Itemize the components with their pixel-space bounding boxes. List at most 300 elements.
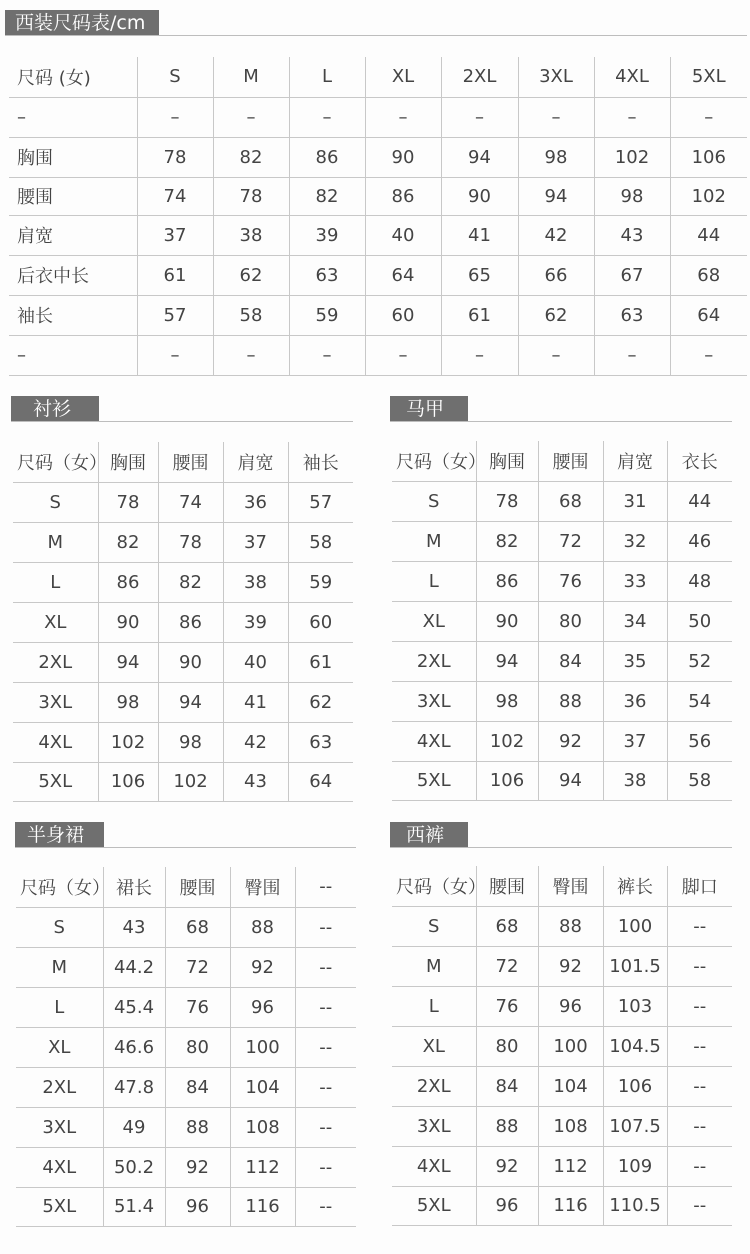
table-cell: 58: [288, 522, 353, 562]
table-cell: 44: [667, 481, 732, 521]
table-cell: 34: [603, 601, 667, 641]
table-cell: 62: [288, 682, 353, 722]
table-row: [392, 481, 732, 521]
table-cell: 61: [137, 255, 213, 295]
table-cell: 84: [165, 1067, 230, 1107]
table-cell: 98: [98, 682, 158, 722]
suit-title: 西装尺码表/cm: [5, 10, 159, 36]
table-cell: 90: [158, 642, 223, 682]
header-cell: 臀围: [538, 866, 603, 906]
table-row: [13, 722, 353, 762]
suit-section-header: [5, 10, 747, 36]
table-cell: 84: [476, 1066, 538, 1106]
table-cell: 36: [603, 681, 667, 721]
table-cell: --: [295, 907, 356, 947]
row-label-cell: 5XL: [13, 762, 98, 801]
table-cell: 57: [288, 482, 353, 522]
shirt-divider: [11, 421, 353, 422]
table-row: [392, 1186, 732, 1225]
row-label-cell: 4XL: [392, 1146, 476, 1186]
table-row: [16, 1187, 356, 1226]
header-cell: 腰围: [538, 441, 603, 481]
table-cell: 90: [476, 601, 538, 641]
pants-size-table: [392, 866, 732, 1226]
vest-size-table: [392, 441, 732, 801]
table-cell: 39: [223, 602, 288, 642]
header-row: [392, 441, 732, 481]
pants-section-header: [390, 822, 732, 848]
table-cell: --: [667, 1066, 732, 1106]
pants-divider: [390, 847, 732, 848]
header-cell: 腰围: [476, 866, 538, 906]
table-cell: 46: [667, 521, 732, 561]
table-cell: 90: [441, 177, 518, 215]
table-cell: --: [295, 987, 356, 1027]
row-label-cell: 5XL: [392, 761, 476, 800]
table-cell: 33: [603, 561, 667, 601]
header-row: [16, 867, 356, 907]
table-cell: 62: [518, 295, 594, 335]
table-cell: 46.6: [103, 1027, 165, 1067]
table-row: [392, 946, 732, 986]
table-cell: --: [295, 947, 356, 987]
table-cell: 80: [538, 601, 603, 641]
row-label-cell: 2XL: [392, 641, 476, 681]
table-cell: 86: [476, 561, 538, 601]
table-cell: 94: [441, 137, 518, 177]
header-cell: 裤长: [603, 866, 667, 906]
table-cell: 88: [538, 681, 603, 721]
table-row: [16, 1067, 356, 1107]
header-cell-size: 尺码（女）: [392, 866, 476, 906]
table-cell: --: [667, 1146, 732, 1186]
suit-divider: [5, 35, 747, 36]
row-label-cell: 胸围: [9, 137, 137, 177]
table-cell: 106: [603, 1066, 667, 1106]
row-label-cell: M: [16, 947, 103, 987]
table-cell: 94: [98, 642, 158, 682]
table-cell: 60: [288, 602, 353, 642]
table-cell: 110.5: [603, 1186, 667, 1225]
table-cell: 64: [365, 255, 441, 295]
header-cell: L: [289, 57, 365, 97]
table-cell: 106: [476, 761, 538, 800]
table-cell: 43: [594, 215, 670, 255]
table-row: [16, 1147, 356, 1187]
table-cell: 72: [476, 946, 538, 986]
table-row: [392, 986, 732, 1026]
row-label-cell: 袖长: [9, 295, 137, 335]
header-cell: 2XL: [441, 57, 518, 97]
table-cell: 51.4: [103, 1187, 165, 1226]
row-label-cell: M: [13, 522, 98, 562]
table-cell: 86: [289, 137, 365, 177]
table-cell: 107.5: [603, 1106, 667, 1146]
table-cell: 38: [603, 761, 667, 800]
table-cell: 106: [670, 137, 747, 177]
row-label-cell: XL: [13, 602, 98, 642]
table-cell: --: [295, 1147, 356, 1187]
row-label-cell: 3XL: [16, 1107, 103, 1147]
table-cell: 41: [223, 682, 288, 722]
table-cell: 76: [476, 986, 538, 1026]
table-row: [13, 602, 353, 642]
table-cell: 38: [223, 562, 288, 602]
header-cell: 腰围: [165, 867, 230, 907]
table-cell: 102: [670, 177, 747, 215]
suit-size-table: [9, 57, 747, 376]
table-cell: –: [289, 97, 365, 137]
table-cell: –: [441, 97, 518, 137]
header-cell-size: 尺码（女）: [392, 441, 476, 481]
table-cell: --: [295, 1067, 356, 1107]
table-cell: 88: [165, 1107, 230, 1147]
table-cell: 40: [223, 642, 288, 682]
header-cell-size: 尺码（女）: [13, 442, 98, 482]
table-row: [16, 1107, 356, 1147]
table-row: [16, 1027, 356, 1067]
table-cell: 80: [165, 1027, 230, 1067]
table-cell: 66: [518, 255, 594, 295]
table-cell: 88: [538, 906, 603, 946]
table-cell: 112: [538, 1146, 603, 1186]
table-cell: 61: [288, 642, 353, 682]
table-cell: 86: [158, 602, 223, 642]
table-cell: 49: [103, 1107, 165, 1147]
table-cell: 96: [230, 987, 295, 1027]
table-cell: 102: [594, 137, 670, 177]
row-label-cell: 4XL: [16, 1147, 103, 1187]
table-cell: 112: [230, 1147, 295, 1187]
table-row: [13, 682, 353, 722]
table-cell: 68: [538, 481, 603, 521]
table-row: [9, 215, 747, 255]
vest-divider: [390, 421, 732, 422]
table-cell: 39: [289, 215, 365, 255]
table-cell: 78: [98, 482, 158, 522]
table-cell: 72: [538, 521, 603, 561]
table-cell: 94: [518, 177, 594, 215]
table-cell: 98: [594, 177, 670, 215]
table-row: [392, 1026, 732, 1066]
table-cell: 58: [667, 761, 732, 800]
table-cell: 94: [158, 682, 223, 722]
table-cell: 101.5: [603, 946, 667, 986]
row-label-cell: 2XL: [16, 1067, 103, 1107]
table-cell: 94: [538, 761, 603, 800]
table-row: [392, 681, 732, 721]
row-label-cell: 4XL: [13, 722, 98, 762]
table-cell: –: [213, 97, 289, 137]
table-cell: 82: [98, 522, 158, 562]
header-cell: 裙长: [103, 867, 165, 907]
table-cell: --: [295, 1107, 356, 1147]
row-label-cell: 5XL: [16, 1187, 103, 1226]
table-cell: 50.2: [103, 1147, 165, 1187]
table-cell: 100: [538, 1026, 603, 1066]
table-row: [16, 947, 356, 987]
skirt-divider: [15, 847, 356, 848]
row-label-cell: 肩宽: [9, 215, 137, 255]
table-row: [16, 987, 356, 1027]
table-cell: 78: [476, 481, 538, 521]
vest-title: 马甲: [390, 396, 468, 422]
row-label-cell: 后衣中长: [9, 255, 137, 295]
table-row: [9, 177, 747, 215]
table-row: [392, 1146, 732, 1186]
table-cell: 104: [230, 1067, 295, 1107]
table-cell: 92: [538, 721, 603, 761]
table-row: [392, 761, 732, 800]
table-row: [13, 562, 353, 602]
row-label-cell: XL: [392, 1026, 476, 1066]
table-cell: 58: [213, 295, 289, 335]
table-cell: 67: [594, 255, 670, 295]
skirt-size-table: [16, 867, 356, 1227]
table-cell: 68: [476, 906, 538, 946]
table-row: [392, 641, 732, 681]
table-cell: 37: [603, 721, 667, 761]
table-cell: 68: [670, 255, 747, 295]
row-label-cell: S: [16, 907, 103, 947]
vest-section-header: [390, 396, 732, 422]
row-label-cell: XL: [16, 1027, 103, 1067]
row-label-cell: 5XL: [392, 1186, 476, 1225]
header-cell: 胸围: [98, 442, 158, 482]
table-row: [392, 1066, 732, 1106]
table-cell: 63: [288, 722, 353, 762]
table-cell: 43: [223, 762, 288, 801]
table-cell: 76: [538, 561, 603, 601]
table-cell: 102: [98, 722, 158, 762]
table-cell: --: [295, 1027, 356, 1067]
header-cell: 肩宽: [603, 441, 667, 481]
row-label-cell: L: [392, 561, 476, 601]
table-cell: 40: [365, 215, 441, 255]
table-cell: 54: [667, 681, 732, 721]
table-cell: 44: [670, 215, 747, 255]
table-cell: 86: [365, 177, 441, 215]
table-cell: 102: [476, 721, 538, 761]
table-cell: --: [667, 946, 732, 986]
header-cell: M: [213, 57, 289, 97]
table-cell: 103: [603, 986, 667, 1026]
table-cell: 76: [165, 987, 230, 1027]
skirt-section-header: [15, 822, 356, 848]
header-cell: 袖长: [288, 442, 353, 482]
table-cell: 50: [667, 601, 732, 641]
table-cell: 116: [538, 1186, 603, 1225]
row-label-cell: 3XL: [392, 1106, 476, 1146]
header-cell: 5XL: [670, 57, 747, 97]
table-row: [392, 521, 732, 561]
header-cell: 胸围: [476, 441, 538, 481]
header-cell: XL: [365, 57, 441, 97]
header-cell: 臀围: [230, 867, 295, 907]
table-cell: 108: [538, 1106, 603, 1146]
table-cell: –: [213, 335, 289, 375]
table-cell: 64: [670, 295, 747, 335]
table-cell: 100: [230, 1027, 295, 1067]
table-cell: 106: [98, 762, 158, 801]
table-row: [9, 97, 747, 137]
table-cell: 68: [165, 907, 230, 947]
table-row: [9, 255, 747, 295]
row-label-cell: –: [9, 97, 137, 137]
table-cell: 65: [441, 255, 518, 295]
table-cell: 41: [441, 215, 518, 255]
row-label-cell: XL: [392, 601, 476, 641]
table-cell: 63: [289, 255, 365, 295]
table-cell: 98: [518, 137, 594, 177]
header-cell: S: [137, 57, 213, 97]
table-cell: 78: [137, 137, 213, 177]
table-row: [392, 561, 732, 601]
table-row: [13, 482, 353, 522]
table-cell: 44.2: [103, 947, 165, 987]
table-cell: 32: [603, 521, 667, 561]
row-label-cell: S: [392, 906, 476, 946]
table-cell: 104: [538, 1066, 603, 1106]
table-cell: 82: [213, 137, 289, 177]
table-cell: 86: [98, 562, 158, 602]
table-cell: 104.5: [603, 1026, 667, 1066]
header-cell: --: [295, 867, 356, 907]
table-cell: --: [667, 1186, 732, 1225]
row-label-cell: L: [13, 562, 98, 602]
skirt-title: 半身裙: [15, 822, 104, 848]
table-cell: –: [518, 97, 594, 137]
table-cell: –: [594, 97, 670, 137]
row-label-cell: 2XL: [13, 642, 98, 682]
table-cell: –: [365, 97, 441, 137]
table-cell: 78: [213, 177, 289, 215]
table-cell: 59: [288, 562, 353, 602]
table-cell: 96: [476, 1186, 538, 1225]
table-cell: –: [670, 97, 747, 137]
table-row: [392, 1106, 732, 1146]
table-row: [392, 721, 732, 761]
table-cell: 116: [230, 1187, 295, 1226]
table-cell: 88: [476, 1106, 538, 1146]
table-cell: 94: [476, 641, 538, 681]
table-cell: 100: [603, 906, 667, 946]
row-label-cell: 3XL: [392, 681, 476, 721]
table-cell: 56: [667, 721, 732, 761]
table-cell: 31: [603, 481, 667, 521]
table-cell: –: [441, 335, 518, 375]
table-cell: 108: [230, 1107, 295, 1147]
table-row: [392, 906, 732, 946]
table-row: [16, 907, 356, 947]
table-cell: 37: [223, 522, 288, 562]
table-cell: 36: [223, 482, 288, 522]
table-cell: –: [594, 335, 670, 375]
header-cell: 腰围: [158, 442, 223, 482]
row-label-cell: L: [392, 986, 476, 1026]
header-cell: 衣长: [667, 441, 732, 481]
table-cell: 37: [137, 215, 213, 255]
table-cell: --: [667, 1026, 732, 1066]
row-label-cell: L: [16, 987, 103, 1027]
table-cell: –: [365, 335, 441, 375]
shirt-title: 衬衫: [11, 396, 99, 422]
row-label-cell: S: [13, 482, 98, 522]
header-row: [9, 57, 747, 97]
table-row: [13, 522, 353, 562]
table-row: [9, 137, 747, 177]
table-cell: 59: [289, 295, 365, 335]
table-cell: 92: [230, 947, 295, 987]
table-cell: –: [137, 97, 213, 137]
header-cell: 脚口: [667, 866, 732, 906]
table-cell: –: [289, 335, 365, 375]
table-cell: 92: [165, 1147, 230, 1187]
row-label-cell: M: [392, 521, 476, 561]
table-cell: 90: [365, 137, 441, 177]
table-cell: 98: [476, 681, 538, 721]
table-cell: 43: [103, 907, 165, 947]
table-cell: 45.4: [103, 987, 165, 1027]
table-row: [9, 335, 747, 375]
table-cell: 64: [288, 762, 353, 801]
table-cell: 35: [603, 641, 667, 681]
row-label-cell: M: [392, 946, 476, 986]
row-label-cell: –: [9, 335, 137, 375]
table-cell: --: [667, 906, 732, 946]
pants-title: 西裤: [390, 822, 468, 848]
table-cell: 78: [158, 522, 223, 562]
table-cell: 109: [603, 1146, 667, 1186]
table-cell: 74: [137, 177, 213, 215]
table-cell: 92: [538, 946, 603, 986]
table-cell: 61: [441, 295, 518, 335]
table-cell: 88: [230, 907, 295, 947]
table-row: [13, 762, 353, 801]
table-cell: 62: [213, 255, 289, 295]
shirt-section-header: [11, 396, 353, 422]
row-label-cell: 腰围: [9, 177, 137, 215]
table-cell: 42: [223, 722, 288, 762]
table-cell: 63: [594, 295, 670, 335]
table-cell: 52: [667, 641, 732, 681]
header-cell-size: 尺码（女）: [16, 867, 103, 907]
header-row: [13, 442, 353, 482]
table-cell: 92: [476, 1146, 538, 1186]
table-row: [9, 295, 747, 335]
table-cell: 42: [518, 215, 594, 255]
table-cell: 84: [538, 641, 603, 681]
table-cell: –: [518, 335, 594, 375]
table-cell: 80: [476, 1026, 538, 1066]
table-cell: 38: [213, 215, 289, 255]
table-cell: 82: [289, 177, 365, 215]
header-cell-size: 尺码 (女): [9, 57, 137, 97]
table-cell: 72: [165, 947, 230, 987]
table-cell: 96: [538, 986, 603, 1026]
table-cell: 48: [667, 561, 732, 601]
row-label-cell: 4XL: [392, 721, 476, 761]
row-label-cell: 2XL: [392, 1066, 476, 1106]
table-cell: --: [295, 1187, 356, 1226]
row-label-cell: S: [392, 481, 476, 521]
table-cell: 90: [98, 602, 158, 642]
header-cell: 3XL: [518, 57, 594, 97]
table-cell: 102: [158, 762, 223, 801]
table-cell: 74: [158, 482, 223, 522]
header-row: [392, 866, 732, 906]
table-cell: 82: [476, 521, 538, 561]
